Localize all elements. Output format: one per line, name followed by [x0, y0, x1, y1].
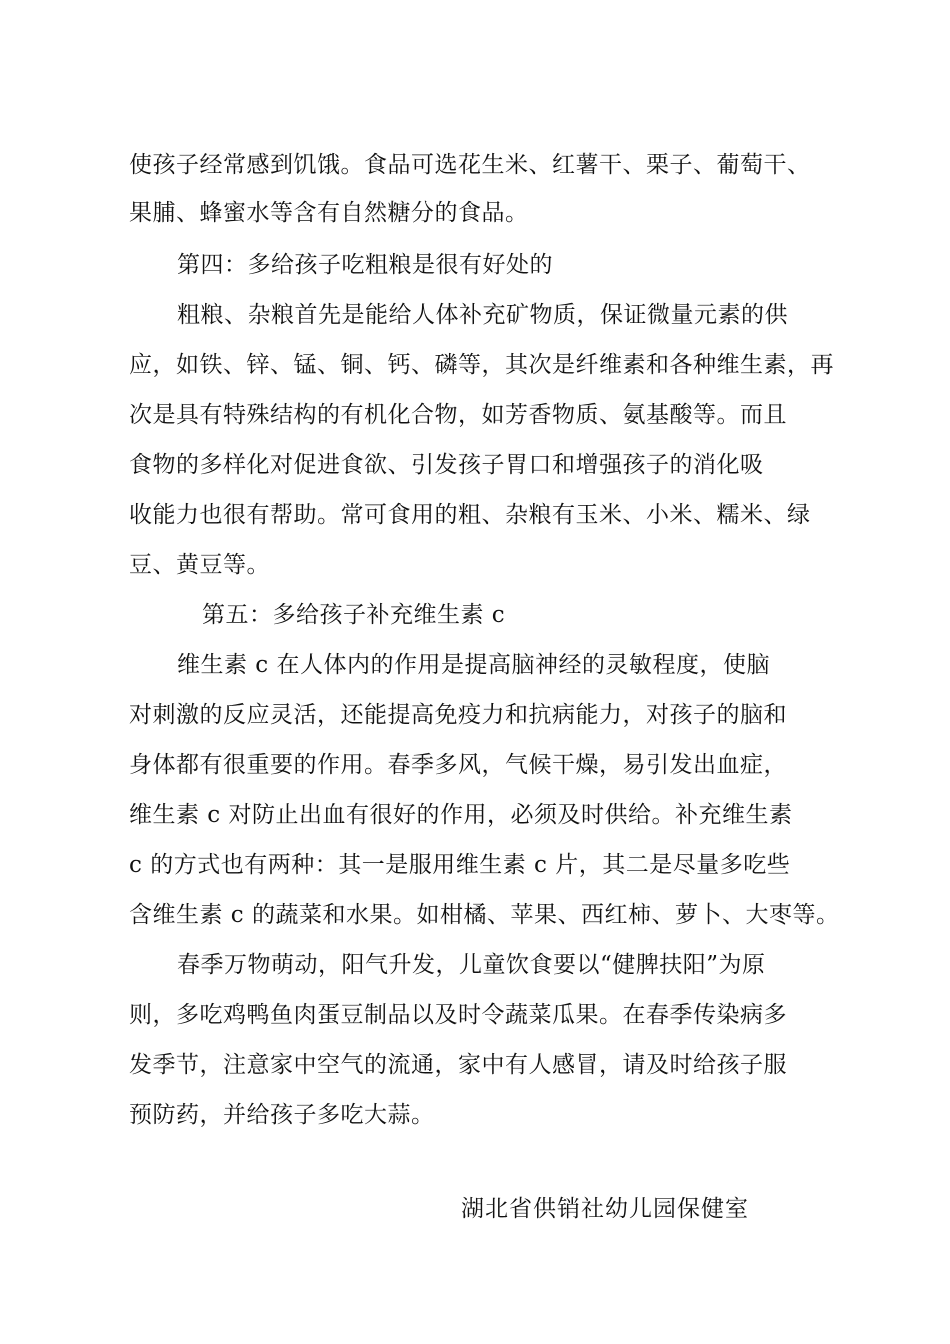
- text-line: 含维生素 c 的蔬菜和水果。如柑橘、苹果、西红柿、萝卜、大枣等。: [129, 902, 840, 928]
- text-line: c 的方式也有两种：其一是服用维生素 c 片，其二是尽量多吃些: [129, 852, 791, 878]
- text-line: 则，多吃鸡鸭鱼肉蛋豆制品以及时令蔬菜瓜果。在春季传染病多: [129, 1002, 787, 1028]
- text-line: 对刺激的反应灵活，还能提高免疫力和抗病能力，对孩子的脑和: [129, 702, 787, 728]
- text-line: 果脯、蜂蜜水等含有自然糖分的食品。: [129, 200, 529, 226]
- text-line: 预防药，并给孩子多吃大蒜。: [129, 1102, 435, 1128]
- text-line: 应，如铁、锌、锰、铜、钙、磷等，其次是纤维素和各种维生素，再: [129, 352, 834, 378]
- text-line: 春季万物萌动，阳气升发，儿童饮食要以“健脾扶阳”为原: [177, 952, 766, 978]
- text-line: 食物的多样化对促进食欲、引发孩子胃口和增强孩子的消化吸: [129, 452, 764, 478]
- text-line: 使孩子经常感到饥饿。食品可选花生米、红薯干、栗子、葡萄干、: [129, 152, 811, 178]
- text-line: 收能力也很有帮助。常可食用的粗、杂粮有玉米、小米、糯米、绿: [129, 502, 811, 528]
- text-line: 豆、黄豆等。: [129, 552, 270, 578]
- text-line: 发季节，注意家中空气的流通，家中有人感冒，请及时给孩子服: [129, 1052, 787, 1078]
- text-line: 维生素 c 对防止出血有很好的作用，必须及时供给。补充维生素: [129, 802, 793, 828]
- signature: 湖北省供销社幼儿园保健室: [461, 1196, 749, 1222]
- section-heading: 第五：多给孩子补充维生素 c: [202, 602, 506, 628]
- text-line: 粗粮、杂粮首先是能给人体补充矿物质，保证微量元素的供: [177, 302, 788, 328]
- text-line: 维生素 c 在人体内的作用是提高脑神经的灵敏程度，使脑: [177, 652, 771, 678]
- section-heading: 第四：多给孩子吃粗粮是很有好处的: [177, 252, 553, 278]
- text-line: 身体都有很重要的作用。春季多风，气候干燥，易引发出血症，: [129, 752, 787, 778]
- text-line: 次是具有特殊结构的有机化合物，如芳香物质、氨基酸等。而且: [129, 402, 787, 428]
